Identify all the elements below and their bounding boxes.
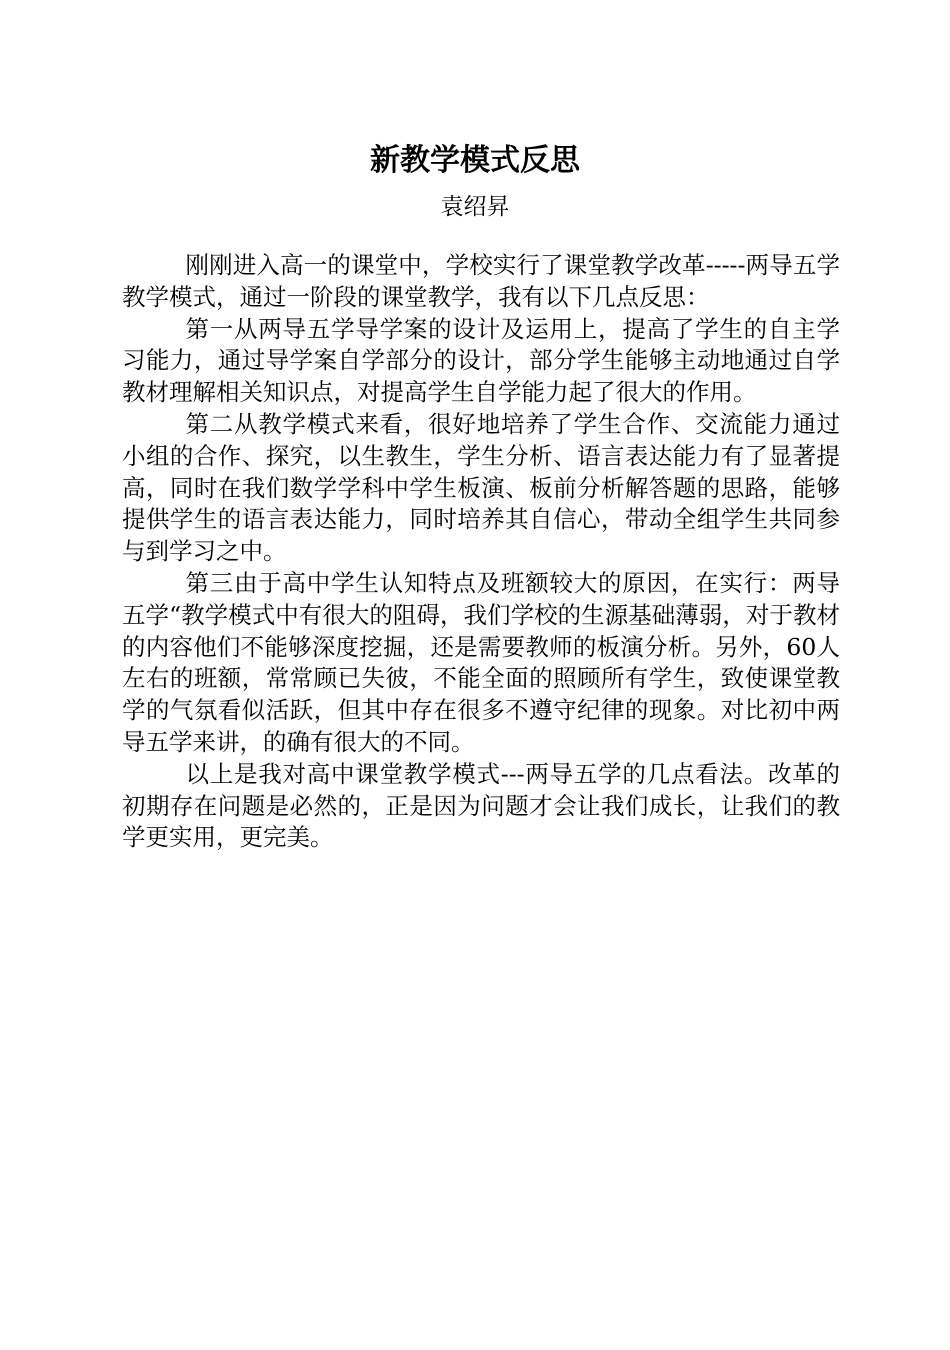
document-author: 袁绍昇 xyxy=(440,194,510,220)
paragraph-second-point: 第二从教学模式来看，很好地培养了学生合作、交流能力通过小组的合作、探究，以生教生，学生分析、语言表达能力有了显著提高，同时在我们数学学科中学生板演、板前分析解答题的思路，能够提供学生的语言表达能力，同时培养其自信心，带动全组学生共同参与到学习之中。 xyxy=(122,409,840,566)
document-title: 新教学模式反思 xyxy=(370,143,580,178)
paragraph-conclusion: 以上是我对高中课堂教学模式---两导五学的几点看法。改革的初期存在问题是必然的，正是因为问题才会让我们成长，让我们的教学更实用，更完美。 xyxy=(122,759,840,852)
document-body xyxy=(122,250,840,854)
paragraph-third-point: 第三由于高中学生认知特点及班额较大的原因，在实行：两导五学“教学模式中有很大的阻碍，我们学校的生源基础薄弱，对于教材的内容他们不能够深度挖掘，还是需要教师的板演分析。另外，60人左右的班额，常常顾已失彼，不能全面的照顾所有学生，致使课堂教学的气氛看似活跃，但其中存在很多不遵守纪律的现象。对比初中两导五学来讲，的确有很大的不同。 xyxy=(122,568,840,756)
paragraph-first-point: 第一从两导五学导学案的设计及运用上，提高了学生的自主学习能力，通过导学案自学部分的设计，部分学生能够主动地通过自学教材理解相关知识点，对提高学生自学能力起了很大的作用。 xyxy=(122,314,840,407)
paragraph-intro: 刚刚进入高一的课堂中，学校实行了课堂教学改革-----两导五学教学模式，通过一阶段的课堂教学，我有以下几点反思： xyxy=(122,251,840,311)
